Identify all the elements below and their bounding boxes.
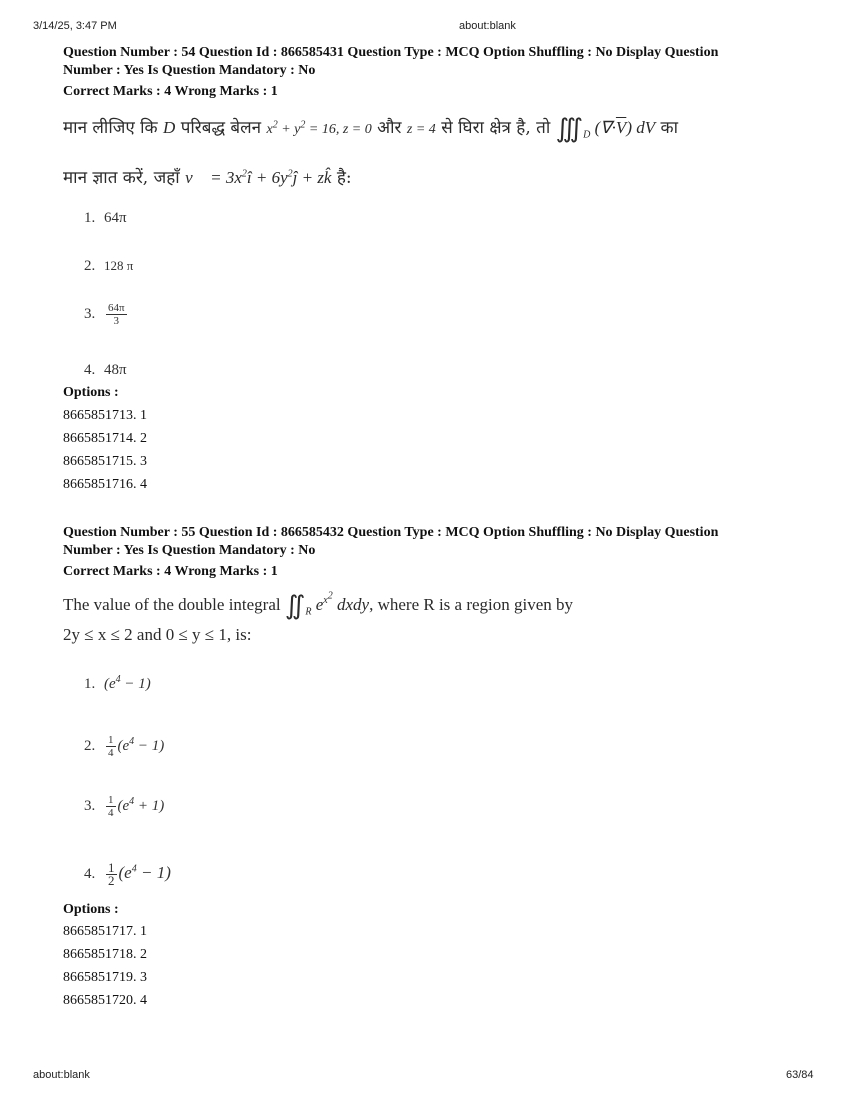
question-text-segment: , where R is a region given by [369, 595, 574, 614]
answer-option [84, 362, 127, 379]
option-value: $(e^4 + 1)$ [117, 795, 165, 814]
question-text-segment: का [660, 118, 678, 138]
option-id: 8665851715. 3 [63, 454, 147, 469]
question-marks: Correct Marks : 4 Wrong Marks : 1 [63, 564, 278, 579]
option-value: $(e^4 - 1)$ [104, 674, 151, 692]
question-text-line2: 2y ≤ x ≤ 2 and 0 ≤ y ≤ 1, is: [63, 625, 252, 644]
options-label: Options : [63, 902, 119, 917]
answer-option [84, 734, 164, 759]
answer-option [84, 302, 129, 327]
option-id: 8665851716. 4 [63, 477, 147, 492]
question-meta-line2: Number : Yes Is Question Mandatory : No [63, 63, 316, 78]
question-text-segment: मान लीजिए कि [63, 118, 158, 138]
question-text-segment: मान ज्ञात करें, जहाँ [63, 168, 180, 188]
print-page-number: 63/84 [786, 1069, 814, 1081]
option-id: 8665851713. 1 [63, 408, 147, 423]
math-symbol-d: D [163, 118, 176, 137]
question-text-segment: से घिरा क्षेत्र है, तो [441, 118, 551, 138]
option-id: 8665851717. 1 [63, 924, 147, 939]
option-value: $(e^4 - 1)$ [118, 862, 171, 882]
option-id: 8665851718. 2 [63, 947, 147, 962]
option-value: 64π [104, 210, 127, 226]
answer-option [84, 674, 151, 693]
math-plane-equation: z = 4 [406, 122, 436, 137]
option-number: 4. [84, 362, 96, 378]
option-number: 2. [84, 258, 96, 274]
option-value-fraction: $\frac{1}{4}$ [108, 794, 114, 819]
option-id: 8665851720. 4 [63, 993, 147, 1008]
question-marks: Correct Marks : 4 Wrong Marks : 1 [63, 84, 278, 99]
option-number: 4. [84, 865, 96, 882]
question-meta [63, 44, 803, 101]
question-text-segment: है: [336, 168, 352, 188]
question-text-segment: परिबद्ध बेलन [180, 118, 262, 138]
answer-option [84, 794, 164, 819]
math-cylinder-equation: $x^2 + y^2 = 16$, z = 0 [266, 119, 372, 137]
question-text-line1 [63, 591, 573, 621]
question-meta-line2: Number : Yes Is Question Mandatory : No [63, 543, 316, 558]
option-value: 128 π [104, 258, 134, 273]
print-url: about:blank [459, 20, 516, 32]
option-value-fraction: $\frac{64\pi}{3}$ [108, 302, 125, 327]
option-number: 3. [84, 305, 96, 322]
options-label: Options : [63, 385, 119, 400]
math-vector-field: v⃗ = $3x^2î$ + $6y^2ĵ$ + zk̂ [185, 168, 332, 187]
answer-option [84, 210, 127, 227]
option-value: 48π [104, 362, 127, 378]
question-text-segment: The value of the double integral [63, 595, 281, 614]
question-text-segment: और [377, 118, 402, 138]
math-triple-integral: $∭_D$ $(\nabla\cdot\overline{V})$ dV [555, 114, 656, 143]
option-value: $(e^4 - 1)$ [117, 735, 165, 754]
option-number: 1. [84, 676, 96, 692]
option-number: 1. [84, 210, 96, 226]
option-number: 2. [84, 737, 96, 754]
math-double-integral: $∬_R$ $e^{x^2}$ dxdy [284, 591, 370, 620]
question-text-line2 [63, 165, 352, 188]
print-datetime: 3/14/25, 3:47 PM [33, 20, 117, 32]
question-meta-line1: Question Number : 54 Question Id : 866585431 Question Type : MCQ Option Shuffling : No Display Question [63, 45, 719, 60]
option-value-fraction: $\frac{1}{4}$ [108, 734, 114, 759]
print-footer-url: about:blank [33, 1069, 90, 1081]
question-meta [63, 524, 803, 581]
answer-option [84, 258, 133, 275]
question-text-line1 [63, 114, 678, 144]
option-id: 8665851714. 2 [63, 431, 147, 446]
question-meta-line1: Question Number : 55 Question Id : 866585432 Question Type : MCQ Option Shuffling : No Display Question [63, 525, 719, 540]
option-id: 8665851719. 3 [63, 970, 147, 985]
answer-option [84, 862, 171, 887]
option-number: 3. [84, 797, 96, 814]
option-value-fraction: $\frac{1}{2}$ [108, 860, 115, 888]
